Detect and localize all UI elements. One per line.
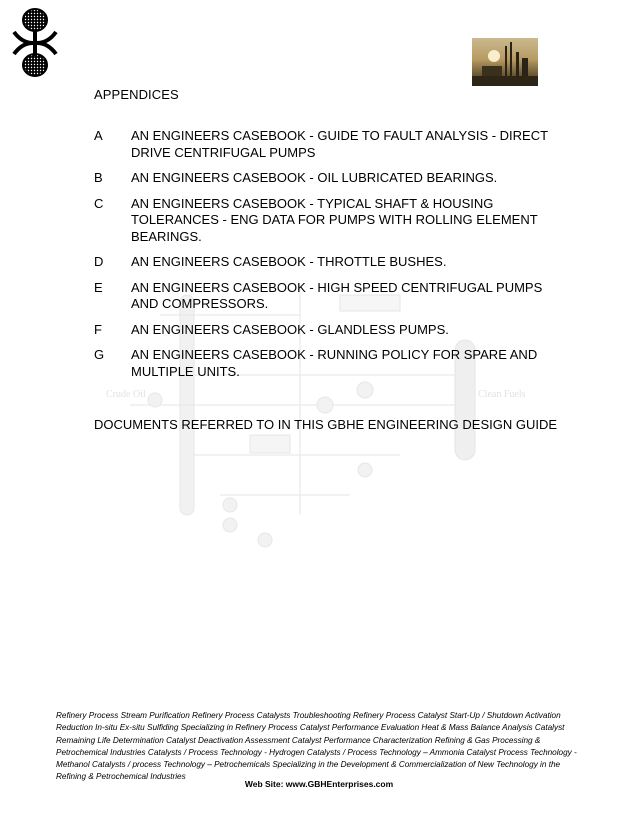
appendix-letter: D xyxy=(94,254,104,269)
appendix-title: AN ENGINEERS CASEBOOK - GUIDE TO FAULT ANALYSIS - DIRECT DRIVE CENTRIFUGAL PUMPS xyxy=(131,128,548,160)
gbhe-logo-icon xyxy=(12,6,58,80)
appendix-letter: G xyxy=(94,347,105,362)
appendix-item-e xyxy=(94,280,564,313)
appendix-title: AN ENGINEERS CASEBOOK - RUNNING POLICY FOR SPARE AND MULTIPLE UNITS. xyxy=(131,347,538,379)
footer-description: Refinery Process Stream Purification Refinery Process Catalysts Troubleshooting Refinery Process Catalyst Start-Up / Shutdown Activation Reduction In-situ Ex-situ Sulfiding Specializing in Refinery Process Catalyst Performance Evaluation Heat & Mass Balance Analysis Catalyst Remaining Life Determination Catalyst Deactivation Assessment Catalyst Performance Characterization Refining & Gas Processing & Petrochemical Industries Catalysts / Process Technology - Hydrogen Catalysts / Process Technology – Ammonia Catalyst Process Technology - Methanol Catalysts / process Technology – Petrochemicals Specializing in the Development & Commercialization of New Technology in the Refining & Petrochemical Industries xyxy=(56,711,577,782)
appendix-title: AN ENGINEERS CASEBOOK - HIGH SPEED CENTRIFUGAL PUMPS AND COMPRESSORS. xyxy=(131,279,543,311)
appendix-item-c xyxy=(94,196,564,246)
appendix-title: AN ENGINEERS CASEBOOK - GLANDLESS PUMPS. xyxy=(131,321,449,337)
watermark-crude-oil-label: Crude Oil xyxy=(106,389,146,400)
refinery-photo-icon xyxy=(472,38,538,86)
appendix-title: AN ENGINEERS CASEBOOK - OIL LUBRICATED BEARINGS. xyxy=(131,170,498,185)
footer-website: Web Site: www.GBHEnterprises.com xyxy=(244,779,394,789)
section-title: APPENDICES xyxy=(94,87,179,102)
appendix-letter: E xyxy=(94,279,103,295)
appendix-title: AN ENGINEERS CASEBOOK - TYPICAL SHAFT & HOUSING TOLERANCES - ENG DATA FOR PUMPS WITH ROLLING ELEMENT BEARINGS. xyxy=(131,195,538,244)
appendix-letter: F xyxy=(94,321,102,337)
appendix-item-a xyxy=(94,128,564,161)
appendix-letter: B xyxy=(94,170,103,185)
appendix-item-g xyxy=(94,347,564,380)
appendix-letter: C xyxy=(94,195,104,211)
appendix-title: AN ENGINEERS CASEBOOK - THROTTLE BUSHES. xyxy=(131,254,447,269)
appendix-item-d xyxy=(94,254,564,271)
documents-referred-heading: DOCUMENTS REFERRED TO IN THIS GBHE ENGINEERING DESIGN GUIDE xyxy=(94,417,558,432)
appendix-list xyxy=(94,128,564,389)
watermark-clean-fuels-label: Clean Fuels xyxy=(478,389,526,400)
appendix-item-b xyxy=(94,170,564,187)
appendix-letter: A xyxy=(94,128,103,143)
appendix-item-f xyxy=(94,322,564,339)
